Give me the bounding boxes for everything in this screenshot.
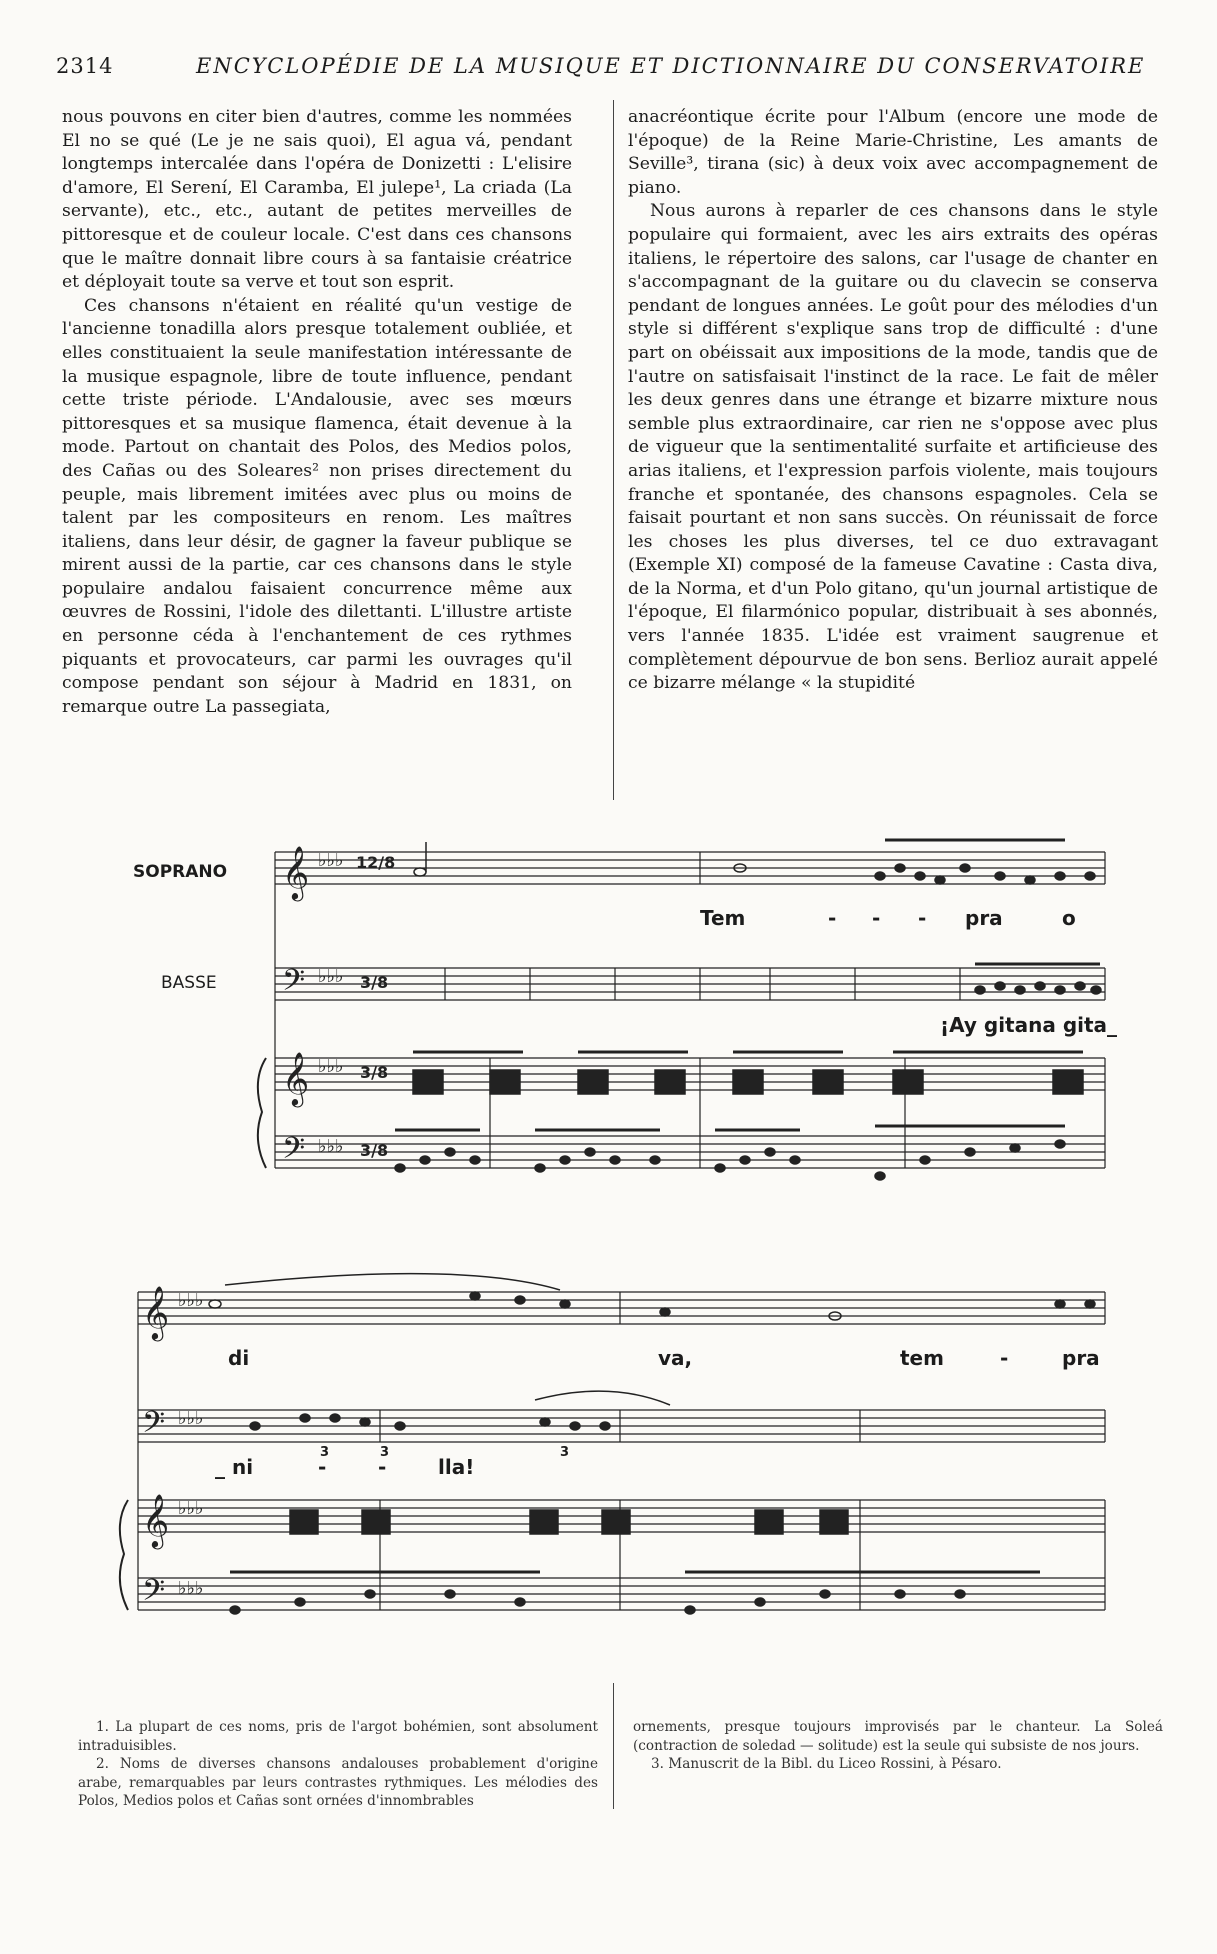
svg-text:♭♭♭: ♭♭♭ (318, 1056, 344, 1077)
paragraph: Ces chansons n'étaient en réalité qu'un vestige de l'ancienne tonadilla alors presque totalement oubliée, et elles constituaient la seule manifestation intéressante de la musique espagnole, libre de toute influence, pendant cette triste période. L'Andalousie, avec ses mœurs pittoresques et sa musique flamenca, était devenue à la mode. Partout on chantait des Polos, des Medios polos, des Cañas ou des Soleares² non prises directement du peuple, mais librement imitées avec plus ou moins de talent par les compositeurs en renom. Les maîtres italiens, dans leur désir, de gagner la faveur publique se mirent aussi de la partie, car ces chansons dans le style populaire andalou faisaient concurrence même aux œuvres de Rossini, l'idole des dilettanti. L'illustre artiste en personne céda à l'enchantement de ces rythmes piquants et provocateurs, car parmi les ouvrages qu'il compose pendant son séjour à Madrid en 1831, on remarque outre La passegiata, (62, 295, 572, 717)
basse-staff-2 (138, 1410, 1105, 1442)
basse-label: BASSE (161, 973, 217, 993)
page-number: 2314 (56, 54, 114, 78)
svg-text:♭♭♭: ♭♭♭ (178, 1290, 204, 1311)
lyric: lla! (438, 1455, 475, 1479)
bass-clef-icon: 𝄢 (282, 1132, 306, 1173)
piano-treble-staff (275, 1058, 1105, 1090)
lyric: o (1062, 906, 1076, 930)
lyric: - (1000, 1346, 1009, 1370)
piano-bass-staff (275, 1136, 1105, 1168)
treble-clef-icon: 𝄞 (282, 1051, 310, 1105)
treble-clef-icon: 𝄞 (142, 1285, 170, 1339)
paragraph: Nous aurons à reparler de ces chansons dans le style populaire qui formaient, avec les airs extraits des opéras italiens, le répertoire des salons, car l'usage de chanter en s'accompagnant de la guitare ou du clavecin se conserva pendant de longues années. Le goût pour des mélodies d'un style si différent s'explique sans trop de difficulté : d'une part on obéissait aux impositions de la mode, tandis que de l'autre on satisfaisait l'instinct de la race. Le fait de mêler les deux genres dans une étrange et bizarre mixture nous semble plus extraordinaire, car rien ne s'oppose avec plus de vigueur que la sentimentalité surfaite et artificieuse des arias italiens, et l'expression parfois violente, mais toujours franche et spontanée, des chansons espagnoles. Cela se faisait pourtant et non sans succès. On réunissait de force les choses les plus diverses, tel ce duo extravagant (Exemple XI) composé de la fameuse Cavatine : Casta diva, de la Norma, et d'un Polo gitano, qu'un journal artistique de l'époque, El filarmónico popular, distribuait à ses abonnés, vers l'année 1835. L'idée est vraiment saugrenue et complètement dépourvue de bon sens. Berlioz aurait appelé ce bizarre mélange « la stupidité (628, 201, 1158, 694)
footnote: 3. Manuscrit de la Bibl. du Liceo Rossini, à Pésaro. (651, 1756, 1002, 1772)
treble-clef-icon: 𝄞 (282, 845, 310, 899)
svg-text:♭♭♭: ♭♭♭ (318, 850, 344, 871)
left-column (62, 106, 572, 719)
lyric: - (378, 1455, 387, 1479)
right-column (628, 106, 1158, 696)
lyric: - (318, 1455, 327, 1479)
svg-text:♭♭♭: ♭♭♭ (178, 1578, 204, 1599)
lyric: pra (1062, 1346, 1100, 1370)
triplet-mark: 3 (320, 1445, 330, 1460)
time-signature: 3/8 (360, 1141, 389, 1160)
basse-staff (275, 968, 1105, 1000)
footnote: 2. Noms de diverses chansons andalouses probablement d'origine arabe, remarquables par leurs contrastes rythmiques. Les mélodies des Polos, Medios polos et Cañas sont ornées d'innombrables (78, 1756, 598, 1809)
bass-clef-icon: 𝄢 (142, 1406, 166, 1447)
footnote: 1. La plupart de ces noms, pris de l'argot bohémien, sont absolument intraduisibles. (78, 1719, 598, 1754)
footnote: ornements, presque toujours improvisés par le chanteur. La Soleá (contraction de soledad — solitude) est la seule qui subsiste de nos jours. (633, 1719, 1163, 1754)
page-header (56, 54, 1156, 84)
paragraph: nous pouvons en citer bien d'autres, comme les nommées El no se qué (Le je ne sais quoi), El agua vá, pendant longtemps intercalée dans l'opéra de Donizetti : L'elisire d'amore, El Serení, El Caramba, El julepe¹, La criada (La servante), etc., etc., autant de petites merveilles de pittoresque et de couleur locale. C'est dans ces chansons que le maître donnait libre cours à sa fantaisie créatrice et déployait toute sa verve et tout son esprit. (62, 107, 572, 293)
soprano-label: SOPRANO (133, 862, 228, 882)
lyric: Tem (700, 906, 746, 930)
svg-text:♭♭♭: ♭♭♭ (178, 1408, 204, 1429)
svg-text:♭♭♭: ♭♭♭ (318, 1136, 344, 1157)
treble-clef-icon: 𝄞 (142, 1493, 170, 1547)
triplet-mark: 3 (560, 1445, 570, 1460)
lyric: _ ni (215, 1455, 254, 1479)
time-signature: 3/8 (360, 973, 389, 992)
svg-text:♭♭♭: ♭♭♭ (178, 1498, 204, 1519)
bass-clef-icon: 𝄢 (282, 964, 306, 1005)
lyric: va, (658, 1346, 693, 1370)
soprano-run (875, 840, 1095, 884)
paragraph: anacréontique écrite pour l'Album (encore une mode de l'époque) de la Reine Marie-Christine, Les amants de Seville³, tirana (sic) à deux voix avec accompagnement de piano. (628, 107, 1158, 198)
lyric: tem (900, 1346, 944, 1370)
lyric: pra (965, 906, 1003, 930)
soprano-staff-2 (138, 1292, 1105, 1324)
soprano-staff (275, 852, 1105, 884)
triplet-mark: 3 (380, 1445, 390, 1460)
footnote-divider (613, 1683, 614, 1809)
footnotes-right (633, 1718, 1163, 1774)
lyric: di (228, 1346, 250, 1370)
svg-text:♭♭♭: ♭♭♭ (318, 966, 344, 987)
bass-clef-icon: 𝄢 (142, 1574, 166, 1615)
piano-bass-notes (395, 1126, 1065, 1180)
footnotes-left (78, 1718, 598, 1811)
lyric: - (828, 906, 837, 930)
time-signature: 3/8 (360, 1063, 389, 1082)
lyric: - (872, 906, 881, 930)
time-signature: 12/8 (356, 853, 396, 872)
lyric: - (918, 906, 927, 930)
running-title: ENCYCLOPÉDIE DE LA MUSIQUE ET DICTIONNAIRE DU CONSERVATOIRE (196, 54, 1146, 78)
column-divider (613, 100, 614, 800)
music-score (0, 820, 1217, 1630)
lyric: ¡Ay gitana gita_ (940, 1013, 1118, 1037)
